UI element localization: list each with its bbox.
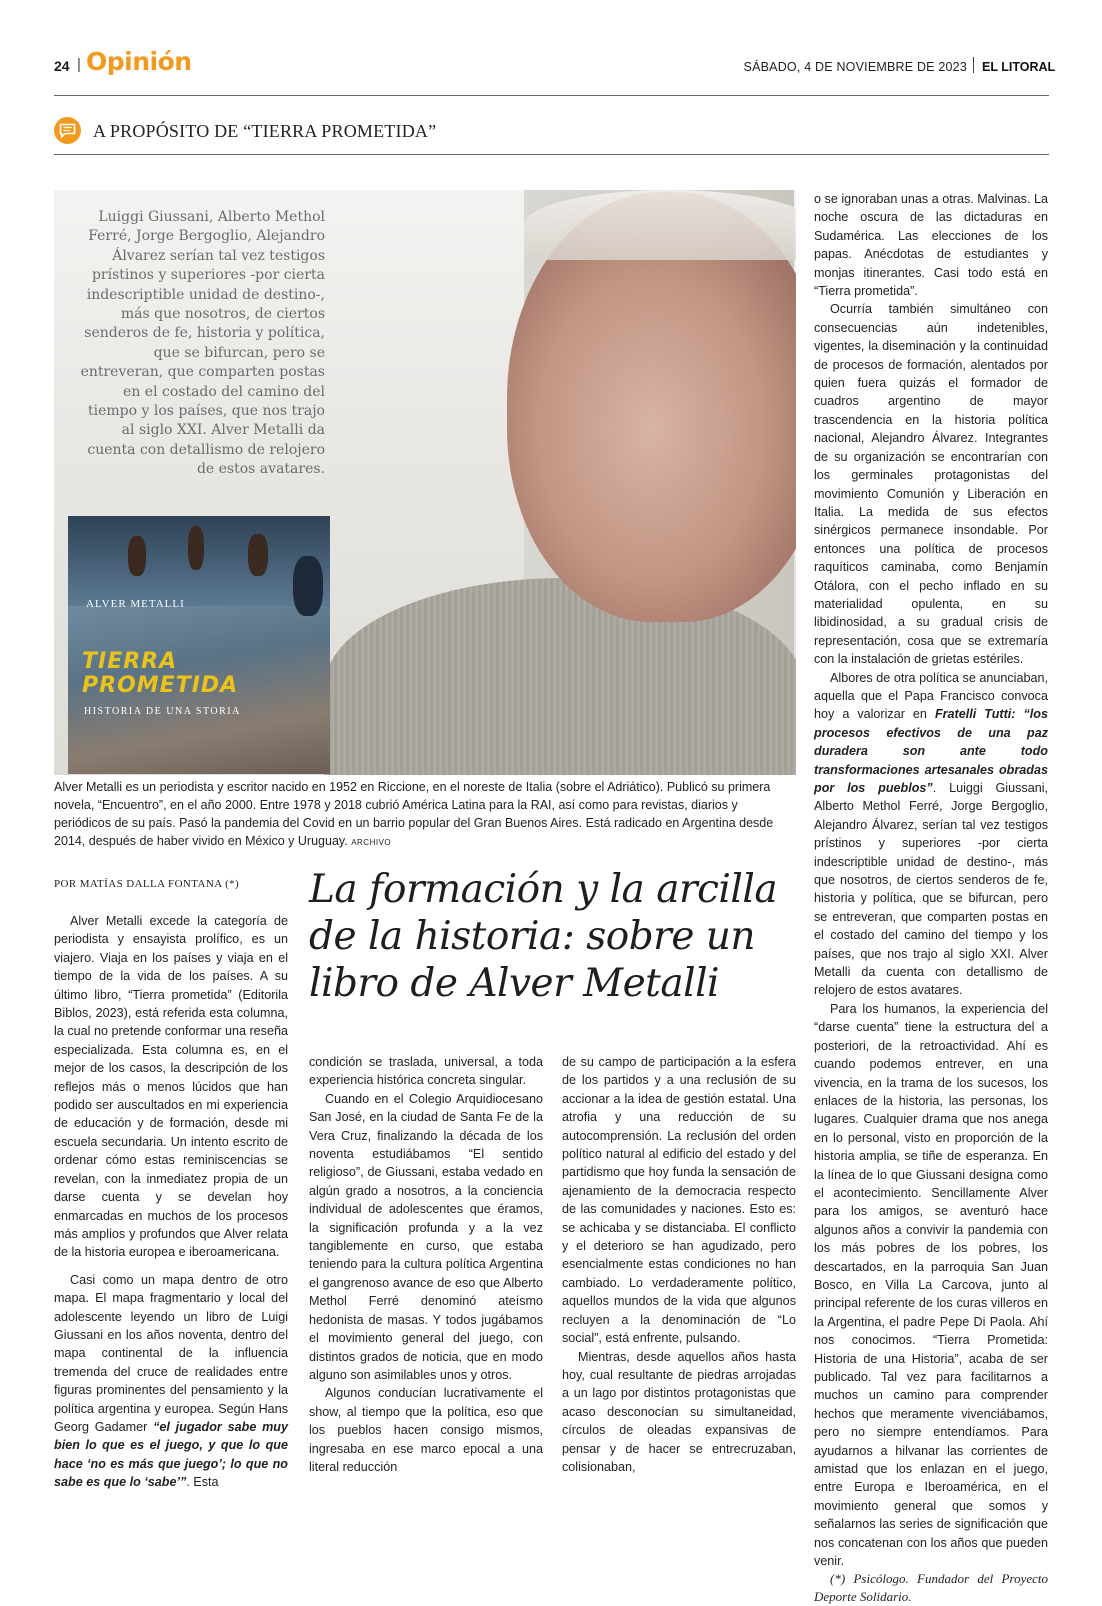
book-cover-figure (248, 534, 268, 576)
article-headline: La formación y la arcilla de la historia: sobre un libro de Alver Metalli (309, 867, 778, 1006)
book-cover-figure (293, 556, 323, 616)
book-cover (68, 516, 330, 774)
book-cover-author: ALVER METALLI (86, 598, 185, 610)
paragraph (814, 669, 1048, 1000)
book-cover-figure (128, 536, 146, 576)
book-cover-title-line1: TIERRA (82, 649, 178, 674)
francisco-quote: : “los procesos efectivos de una paz duradera son ante todo transformaciones artesanales obradas por los pueblos” (814, 707, 1048, 795)
brand-separator (973, 57, 974, 73)
paragraph: de su campo de participación a la esfera de los partidos y a una reclusión de su accionar a la idea de gestión estatal. Una atrofia y una reducción de su autocomprensión. La reclusión del orden político natural al edificio del estado y del partidismo que hoy funda la sensación de ajenamiento de la democracia respecto de las comunidades y naciones. Esto es: se achicaba y se distanciaba. El conflicto y el deterioro se han agudizado, pero esencialmente estas condiciones no han cambiado. Lo verdaderamente político, aquellos mundos de la vida que algunos recluyen a la denominación de “Lo social”, está enfrente, pulsando. (562, 1055, 796, 1346)
book-cover-title-line2: PROMETIDA (82, 673, 239, 698)
issue-date: SÁBADO, 4 DE NOVIEMBRE DE 2023 (743, 60, 967, 74)
pull-quote: Luiggi Giussani, Alberto Methol Ferré, Jorge Bergoglio, Alejandro Álvarez serían tal vez testigos prístinos y superiores -por cierta indescriptible unidad de destino-, más que nosotros, de ciertos senderos de fe, historia y política, que se bifurcan, pero se entreveran, que comparten postas en el costado del camino del tiempo y los países, que nos trajo al siglo XXI. Alver Metalli da cuenta con detallismo de relojero de estos avatares. (80, 209, 325, 478)
paragraph (54, 1271, 288, 1492)
paragraph-text: . Luiggi Giussani, Alberto Methol Ferré, Jorge Bergoglio, Alejandro Álvarez, serían tal vez testigos prístinos y superiores -por cierta indescriptible unidad de destino-, más que nosotros, de ciertos senderos de fe, historia y política, que se bifurcan, pero se entreveran, que comparten postas en el costado del camino del tiempo y los países, que nos trajo al siglo XXI. Alver Metalli da cuenta con detallismo de relojero de estos avatares. (814, 781, 1049, 998)
book-cover-subtitle: HISTORIA DE UNA STORIA (84, 706, 241, 717)
paragraph: Para los humanos, la experiencia del “darse cuenta” tiene la estructura del a posteriori, de la retroactividad. Ahí es cuando podemos entrever, en una vivencia, en la trama de los sucesos, los enlaces de la historia, las personas, los lugares. Cualquier drama que nos anega en lo personal, visto en proporción de la historia amplia, se tiñe de esperanza. En la línea de lo que Giussani designa como el acontecimiento. Sencillamente Alver para los amigos, se aventuró hace algunos años a convivir la pandemia con los más pobres de los pobres, los descartados, en la parroquia San Juan Bosco, en Villa La Carcova, junto al principal referente de los curas villeros en la Argentina, el padre Pepe Di Paola. Ahí nos conocimos. “Tierra Prometida: Historia de una Historia”, acaba de ser publicado. Tal vez para facilitarnos a muchos un camino para comprender hechos que meramente vivenciábamos, pero no siempre entendíamos. Para ayudarnos a hilvanar las corrientes de amistad que los enlazan en el juego, entre Europa e Iberoamérica, en el movimiento general que somos y señalarnos las series de significación que nos concatenan con los años que pueden venir. (814, 1001, 1048, 1569)
page-number: 24 (54, 58, 70, 74)
book-cover-title (82, 650, 238, 698)
header-separator: | (77, 56, 81, 73)
section-title: Opinión (86, 47, 192, 76)
paragraph: condición se traslada, universal, a toda experiencia histórica concreta singular. (309, 1055, 543, 1088)
byline: POR MATÍAS DALLA FONTANA (*) (54, 878, 240, 890)
newspaper-brand: EL LITORAL (982, 60, 1056, 74)
photo-hair (524, 190, 796, 260)
paragraph: o se ignoraban unas a otras. Malvinas. La noche oscura de las dictaduras en Sudamérica. Las elecciones de los papas. Anécdotas de estudiantes y monjas itinerantes. Casi todo está en “Tierra prometida”. (814, 192, 1048, 299)
gadamer-quote: “el jugador sabe muy bien lo que es el juego, y que lo que hace ‘no es más que juego’; lo que no sabe es que lo ‘sabe’” (54, 1419, 289, 1490)
topic-label: A PROPÓSITO DE “TIERRA PROMETIDA” (93, 121, 437, 141)
article-column-2 (309, 1053, 543, 1476)
paragraph-text: Albores de otra política se anunciaban, aquella que el Papa Francisco convoca hoy a valorizar en (814, 670, 1048, 722)
header-rule (54, 95, 1049, 96)
photo-caption-text: Alver Metalli es un periodista y escritor nacido en 1952 en Riccione, en el noreste de Italia (sobre el Adriático). Publicó su primera novela, “Encuentro”, en el año 2000. Entre 1978 y 2018 cubrió América Latina para la RAI, así como para revistas, diarios y periódicos de su país. Pasó la pandemia del Covid en un barrio popular del Gran Buenos Aires. Está radicado en Argentina desde 2014, después de haber vivido en México y Uruguay. (54, 780, 774, 848)
paragraph: Ocurría también simultáneo con consecuencias aún indetenibles, vigentes, la diseminación y la continuidad de procesos de formación, alentados por quien fuera quizás el formador de cuadros argentino de mayor trascendencia en la historia política nacional, Alejandro Álvarez. Integrantes de su organización se encontrarían con los germinales protagonistas del movimiento Comunión y Liberación en Italia. La medida de sus efectos sinérgicos permanece insondable. Por entonces una política de procesos raquíticos caminaba, como Benjamín Otálora, con el pecho inflado en su materialidad opulenta, en su libidinosidad, a su gradual crisis de representación, cosa que se extremaría con la instalación de grietas estériles. (814, 302, 1048, 667)
article-column-4 (814, 190, 1048, 1606)
paragraph: Algunos conducían lucrativamente el show, al tiempo que la política, eso que los pueblos hacen consigo mismos, ingresaba en ese marco epocal a una literal reducción (309, 1386, 543, 1474)
paragraph-text: Casi como un mapa dentro de otro mapa. El mapa fragmentario y local del adolescente leyendo un libro de Luigi Giussani en los años noventa, dentro del mapa continental de la influencia tremenda del cruce de realidades entre figuras prominentes del pensamiento y la política argentina y europea. Según Hans Georg Gadamer (54, 1272, 288, 1434)
encyclical-title: Fratelli Tutti (926, 707, 1012, 722)
chat-bubble-icon (54, 117, 81, 144)
topic-rule (54, 154, 1049, 155)
paragraph: Cuando en el Colegio Arquidiocesano San José, en la ciudad de Santa Fe de la Vera Cruz, finalizando la década de los noventa estudiábamos “El sentido religioso”, de Giussani, estaba vedado en algún grado a nosotros, a la conciencia individual de adolescentes que éramos, la significación profunda y a la vez tangiblemente en curso, que estaba teniendo para la cultura política Argentina el gangrenoso avance de eso que Alberto Methol Ferré denominó ateísmo hedonista de masas. Y todos jugábamos el movimiento general del juego, con distintos grados de noticia, que en modo alguno son asimilables unos y otros. (309, 1091, 543, 1382)
book-cover-figure (188, 526, 204, 570)
paragraph: Alver Metalli excede la categoría de periodista y ensayista prolífico, es un viajero. Viaja en los países y viaja en el tiempo de la vida de los países. A su último libro, “Tierra prometida” (Editorila Biblos, 2023), está referida esta columna, la cual no pretende conformar una reseña especializada. Esta columna es, en el mejor de los casos, la descripción de los reflejos más o menos lúcidos que han podido ser auscultados en mi experiencia de educación y de formación, desde mi escuela secundaria. Un intento escrito de ordenar cómo estas reminiscencias se revelan, con la inmediatez propia de un darse cuenta y se develan hoy enmarcadas en muchos de los procesos más amplios y profundos que Alver relata de la historia europea e iberoamericana. (54, 914, 288, 1260)
photo-caption (54, 778, 796, 852)
article-column-3 (562, 1053, 796, 1476)
author-footnote: (*) Psicólogo. Fundador del Proyecto Deporte Solidario. (814, 1571, 1048, 1605)
paragraph: Mientras, desde aquellos años hasta hoy, cual resultante de piedras arrojadas a un lago por distintos protagonistas que acaso desconocían su simultaneidad, círculos de oleadas expansivas de pensar y de hacer se entrecruzaban, colisionaban, (562, 1349, 796, 1474)
paragraph-text: . Esta (186, 1475, 219, 1490)
photo-caption-source: ARCHIVO (351, 838, 392, 847)
article-column-1 (54, 912, 288, 1492)
